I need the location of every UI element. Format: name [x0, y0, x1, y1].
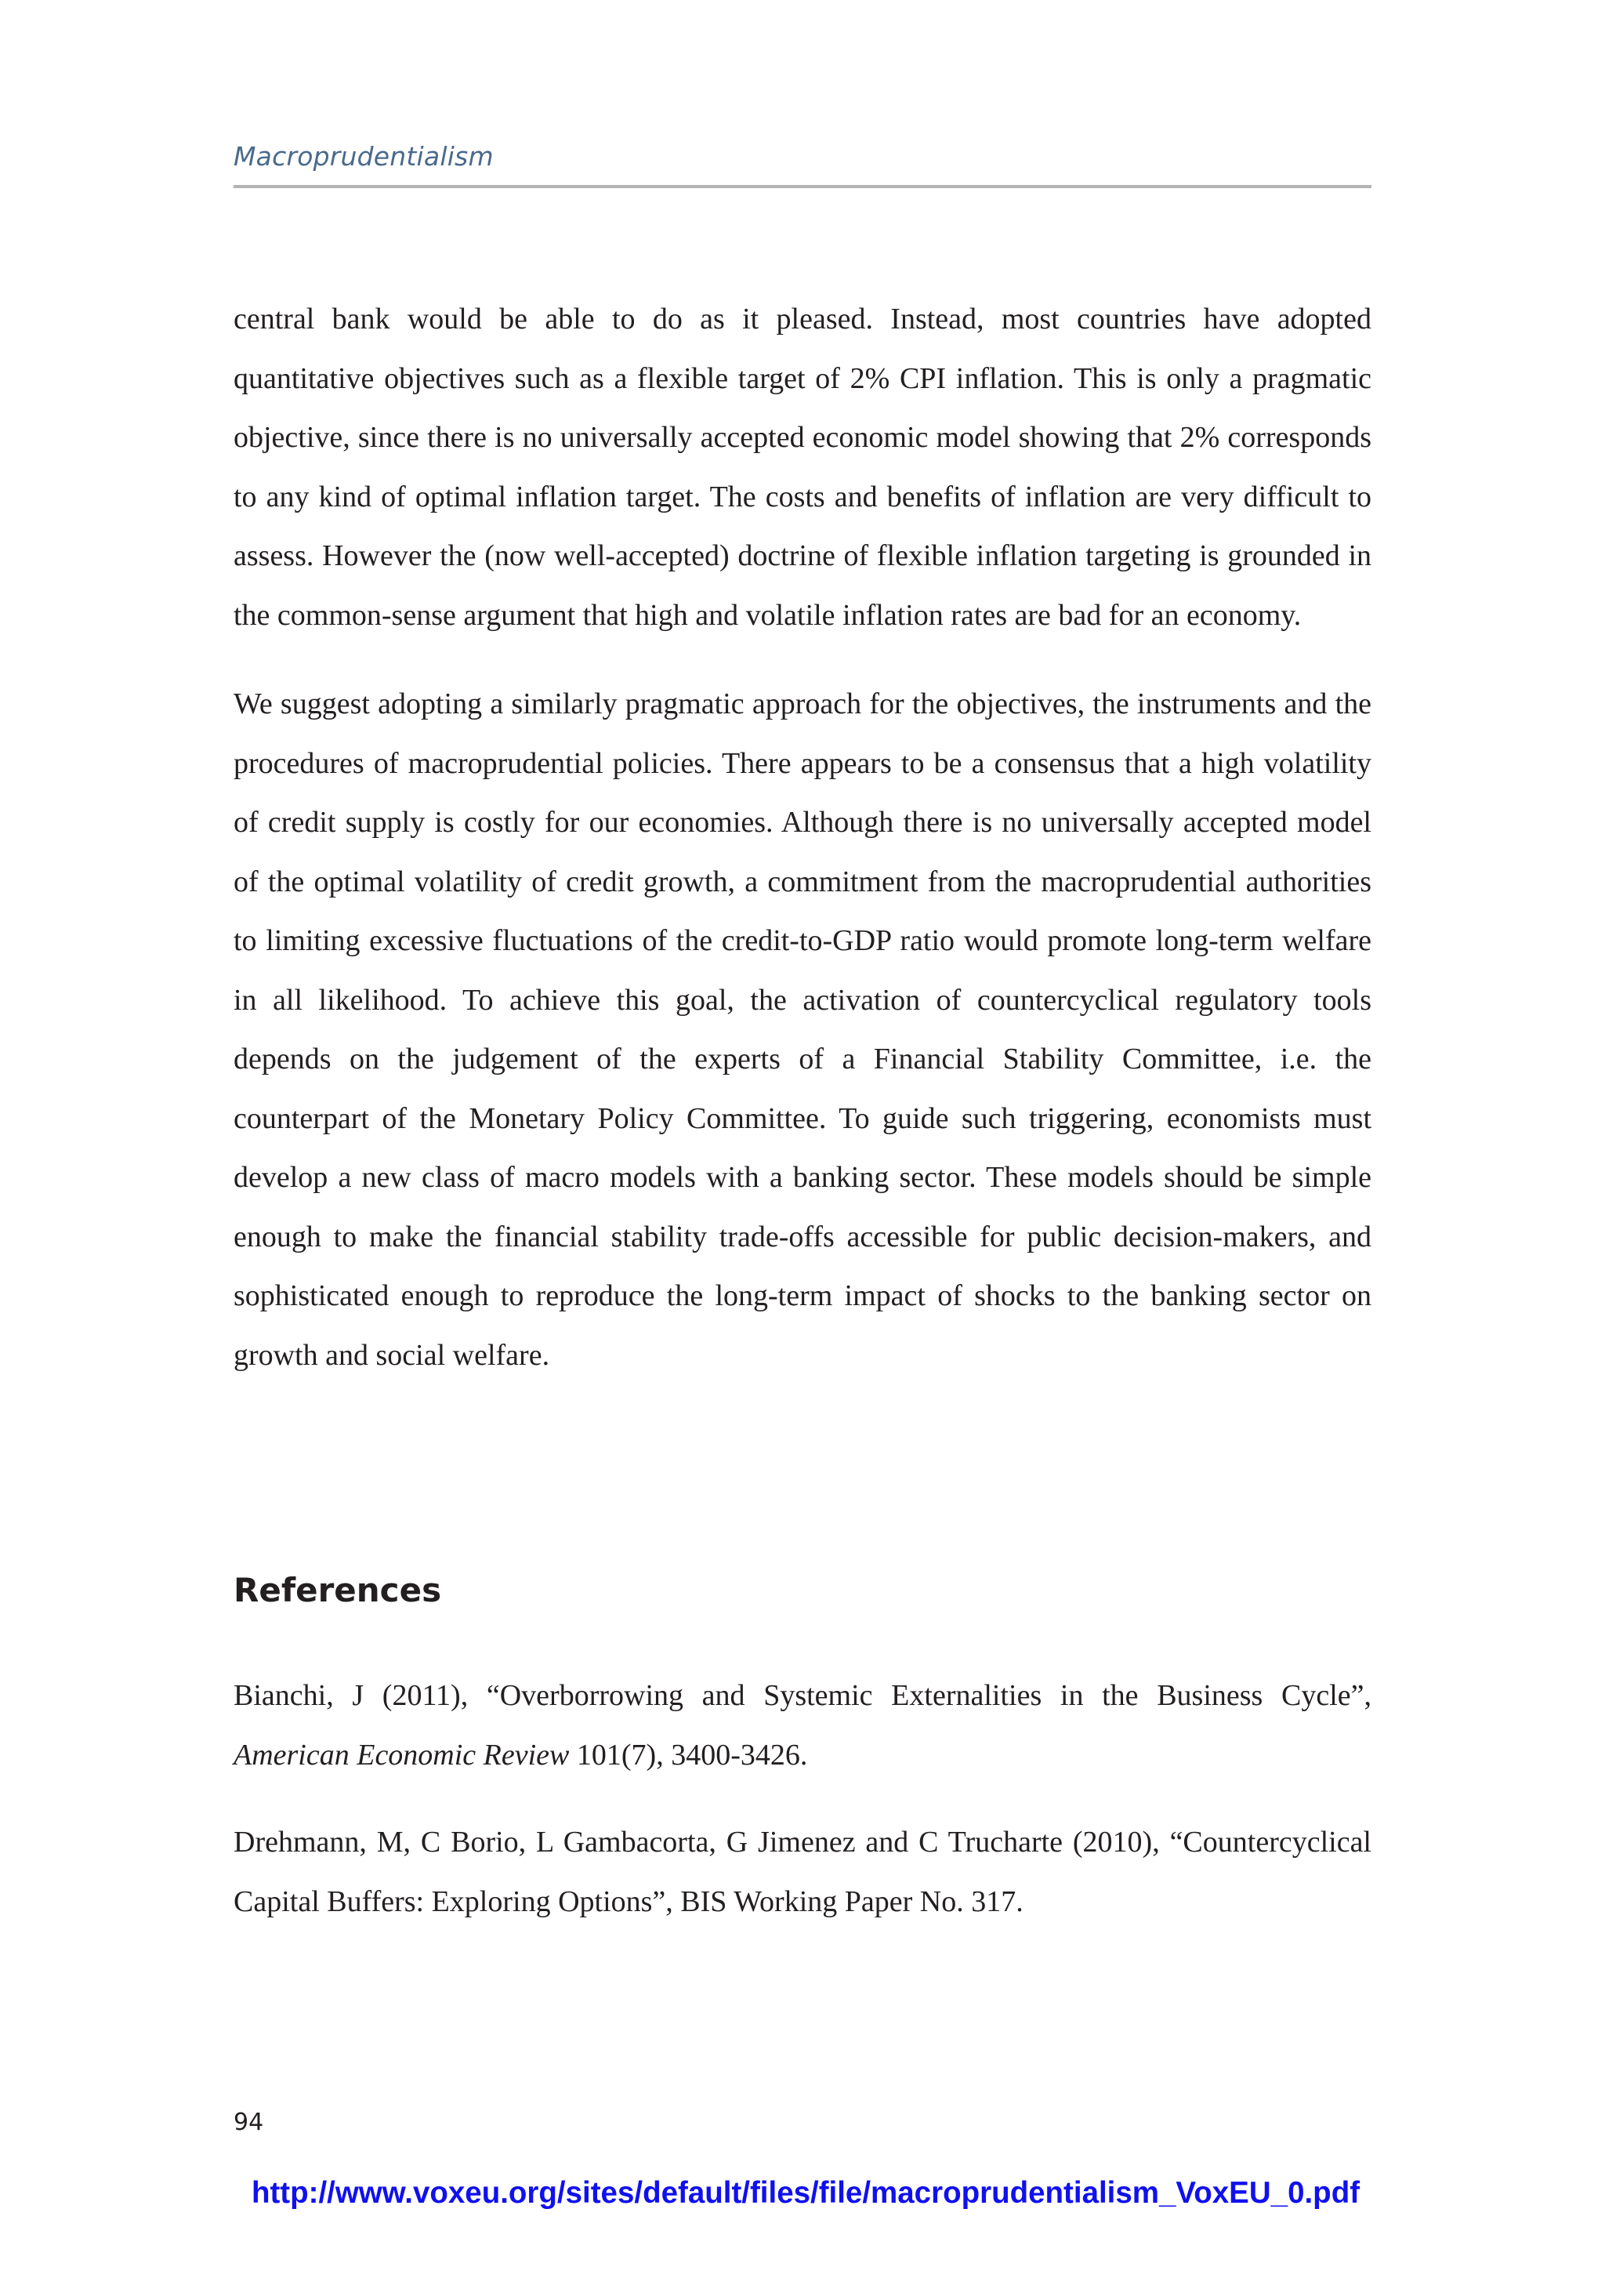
document-page [234, 0, 1371, 2296]
references-list [234, 1667, 1371, 1960]
body-paragraph: central bank would be able to do as it pleased. Instead, most countries have adopted quantitative objectives such as a flexible target of 2% CPI inflation. This is only a pragmatic objective, since there is no universally accepted economic model showing that 2% corresponds to any kind of optimal inflation target. The costs and benefits of inflation are very difficult to assess. However the (now well-accepted) doctrine of flexible inflation targeting is grounded in the common-sense argument that high and volatile inflation rates are bad for an economy. [234, 303, 1371, 632]
references-heading: References [234, 1571, 442, 1609]
reference-text: Drehmann, M, C Borio, L Gambacorta, G Jimenez and C Trucharte (2010), “Countercyclical Capital Buffers: Exploring Options”, BIS Working Paper No. 317. [234, 1826, 1371, 1918]
reference-text: Bianchi, J (2011), “Overborrowing and Systemic Externalities in the Business Cycle”, [234, 1679, 1371, 1712]
body-text [234, 290, 1371, 1415]
running-header: Macroprudentialism [234, 141, 494, 172]
body-paragraph: We suggest adopting a similarly pragmatic approach for the objectives, the instruments and the procedures of macroprudential policies. There appears to be a consensus that a high volatility of credit supply is costly for our economies. Although there is no universally accepted model of the optimal volatility of credit growth, a commitment from the macroprudential authorities to limiting excessive fluctuations of the credit-to-GDP ratio would promote long-term welfare in all likelihood. To achieve this goal, the activation of countercyclical regulatory tools depends on the judgement of the experts of a Financial Stability Committee, i.e. the counterpart of the Monetary Policy Committee. To guide such triggering, economists must develop a new class of macro models with a banking sector. These models should be simple enough to make the financial stability trade-offs accessible for public decision-makers, and sophisticated enough to reproduce the long-term impact of shocks to the banking sector on growth and social welfare. [234, 687, 1371, 1372]
reference-item [234, 1667, 1371, 1785]
page-number: 94 [234, 2109, 264, 2136]
source-url-link[interactable]: http://www.voxeu.org/sites/default/files/file/macroprudentialism_VoxEU_0.pdf [251, 2176, 1360, 2210]
header-rule [234, 185, 1371, 188]
reference-item [234, 1813, 1371, 1931]
reference-details: 101(7), 3400-3426. [569, 1738, 808, 1772]
reference-journal: American Economic Review [234, 1738, 570, 1772]
